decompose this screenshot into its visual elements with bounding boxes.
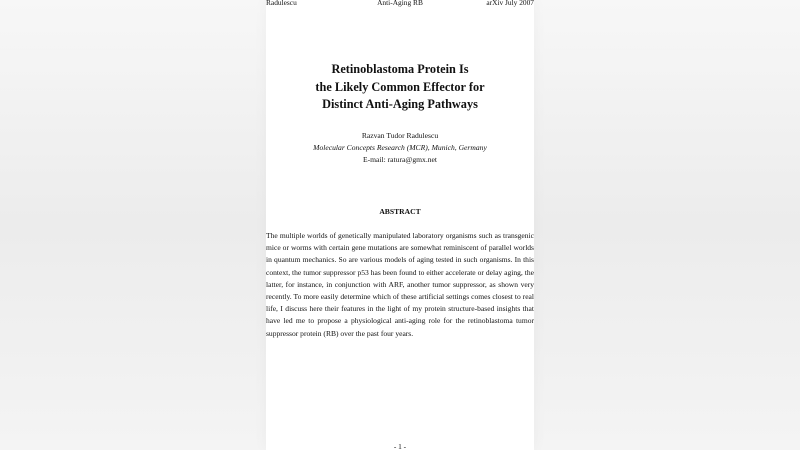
- running-head-short-title: Anti-Aging RB: [377, 0, 423, 7]
- author-email: E-mail: ratura@gmx.net: [362, 155, 438, 164]
- paper-title: [266, 61, 534, 114]
- running-head: [266, 0, 534, 8]
- title-line: Distinct Anti-Aging Pathways: [322, 97, 478, 111]
- title-line: Retinoblastoma Protein Is: [331, 62, 469, 76]
- title-line: the Likely Common Effector for: [315, 79, 485, 94]
- author-name: Razvan Tudor Radulescu: [361, 131, 439, 140]
- author-block: [266, 130, 534, 166]
- abstract-text: The multiple worlds of genetically manipulated laboratory organisms such as transgenic mice or worms with certain gene mutations are somewhat reminiscent of parallel worlds in quantum mechanics. So are various models of aging tested in such organisms. In this context, the tumor suppressor p53 has been found to either accelerate or delay aging, the latter, for instance, in conjunction with ARF, another tumor suppressor, as shown very recently. To more easily determine which of these artificial settings comes closest to real life, I discuss here their features in the light of my protein structure-based insights that have led me to propose a physiological anti-aging role for the retinoblastoma tumor suppressor protein (RB) over the past four years.: [266, 231, 534, 338]
- abstract-heading: ABSTRACT: [379, 207, 421, 216]
- page-number: - 1 -: [393, 442, 407, 450]
- running-head-date: arXiv July 2007: [486, 0, 534, 7]
- pdf-page: [266, 0, 534, 450]
- author-affiliation: Molecular Concepts Research (MCR), Munich, Germany: [313, 143, 487, 152]
- running-head-author: Radulescu: [266, 0, 297, 7]
